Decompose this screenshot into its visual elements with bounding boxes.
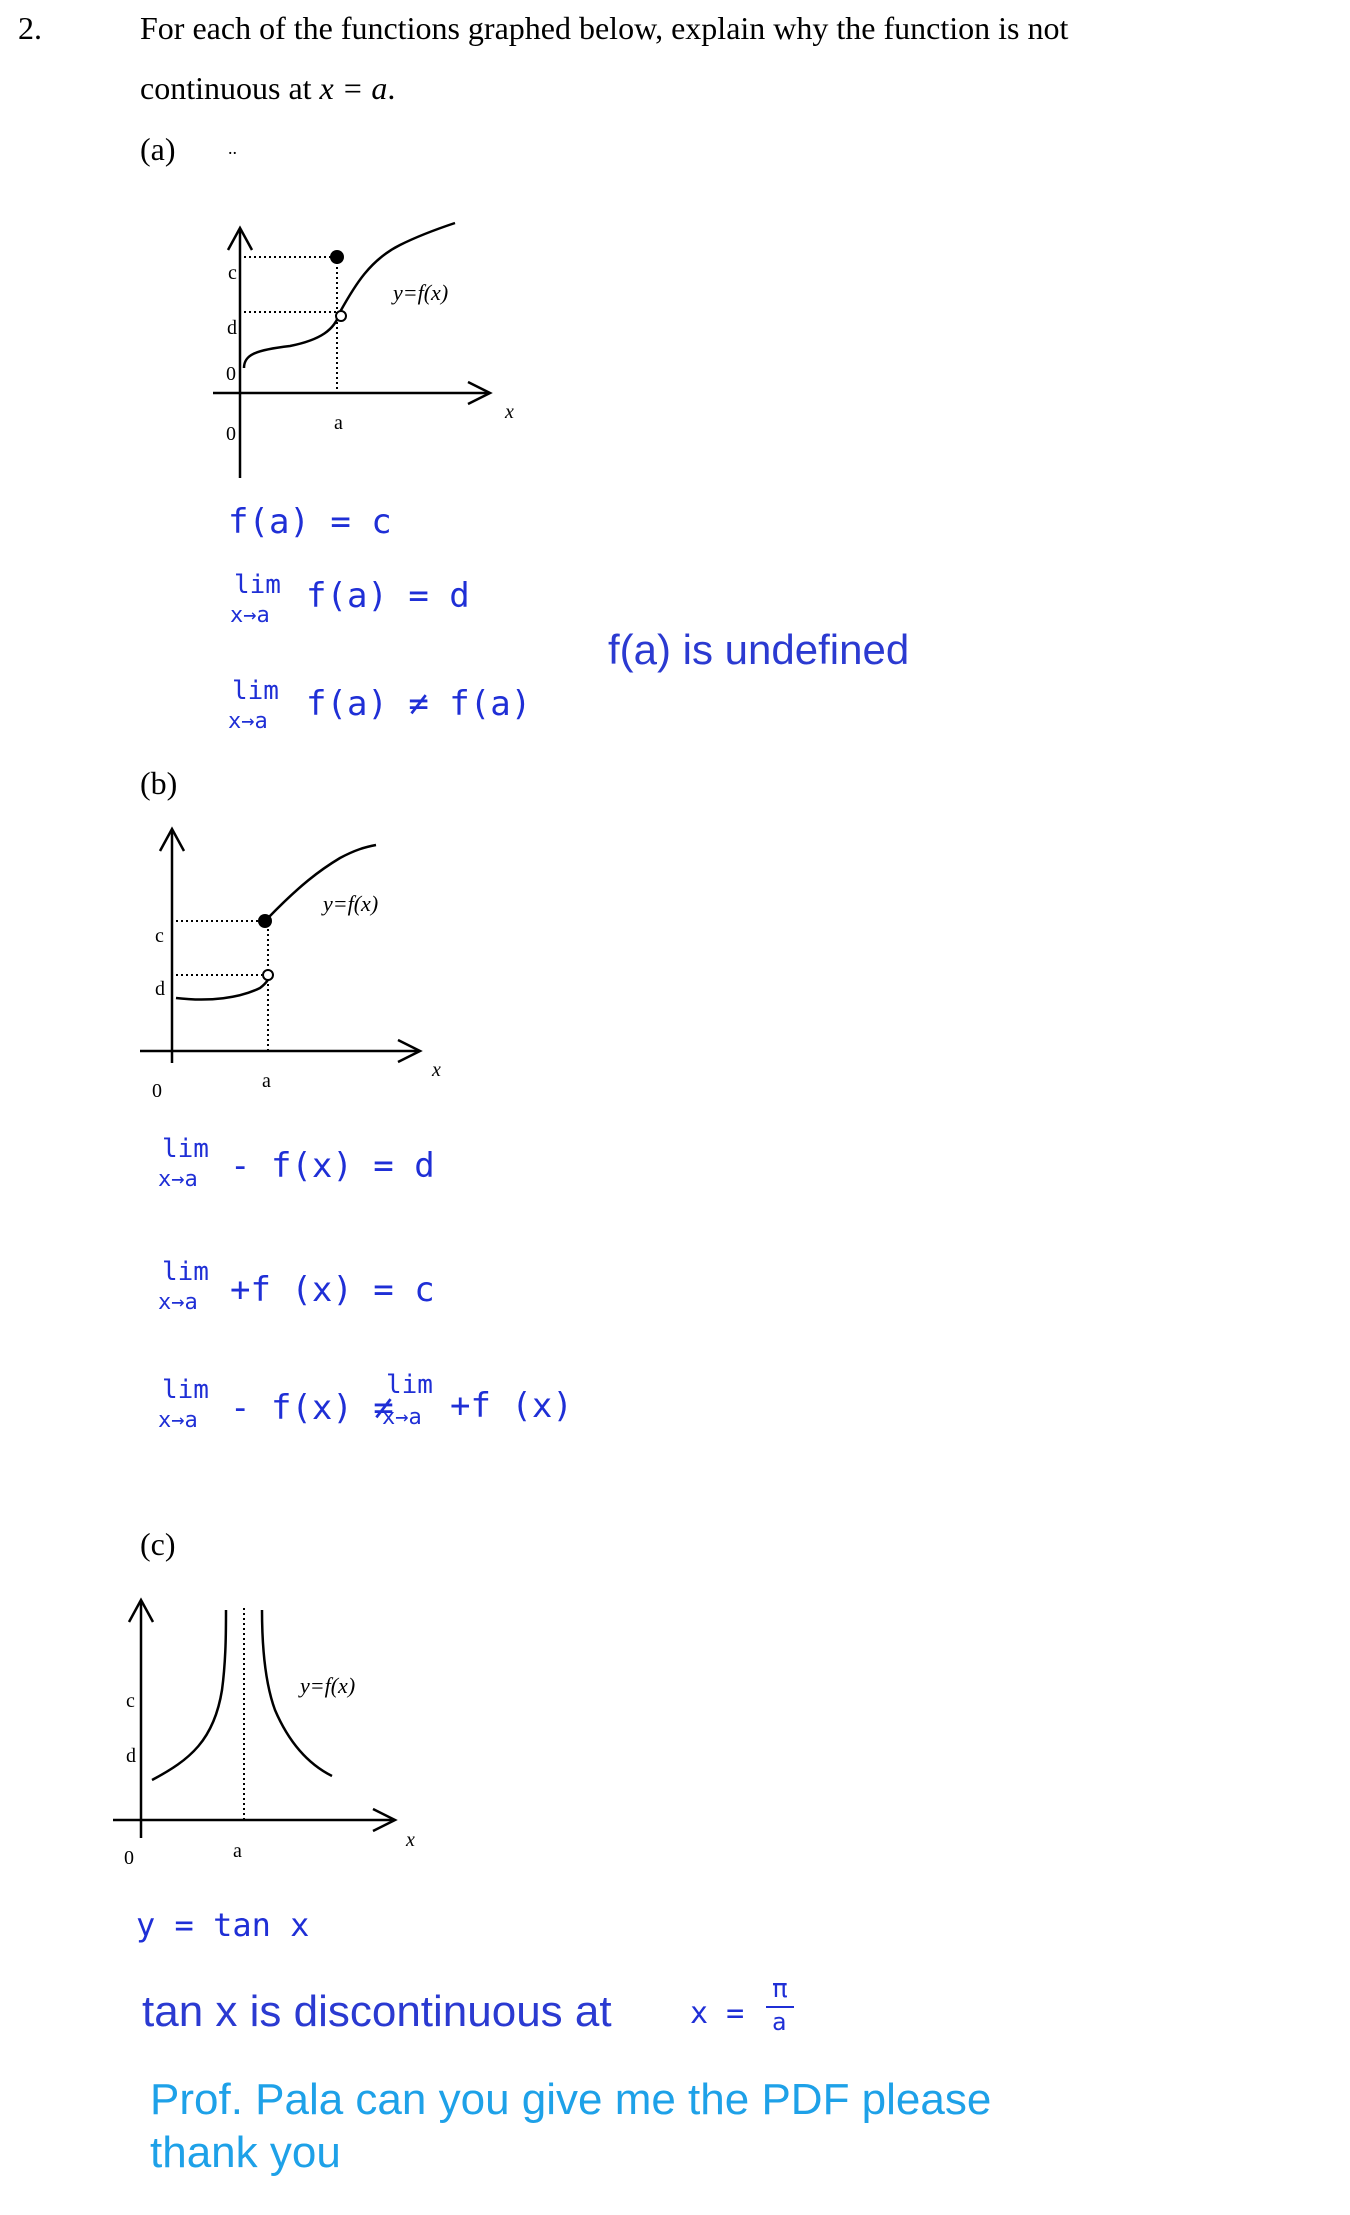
part-b-note-3-expr-right: +f (x) <box>450 1386 573 1426</box>
graph-a-d-label: d <box>227 317 237 339</box>
prompt-end: . <box>387 70 396 106</box>
graph-a-curve-label: y=f(x) <box>393 280 449 305</box>
graph-b-a-label: a <box>262 1070 271 1092</box>
part-a-note-1: f(a) = c <box>228 502 392 542</box>
problem-prompt-line1: For each of the functions graphed below, explain why the function is not <box>140 10 1069 46</box>
graph-a-c-label: c <box>228 262 237 284</box>
graph-c-curve-label: y=f(x) <box>300 1673 356 1698</box>
graph-b-curve-label: y=f(x) <box>323 891 379 916</box>
graph-c-d-label: d <box>126 1745 136 1767</box>
part-b-note-1-sub: x→a <box>158 1167 198 1192</box>
part-a-stray-mark: .. <box>228 138 237 158</box>
graph-b-x-label: x <box>432 1059 441 1081</box>
part-b-note-3-lim-left: lim <box>162 1375 209 1405</box>
graph-b-c-label: c <box>155 925 164 947</box>
part-a-note-3-expr: f(a) ≠ f(a) <box>306 684 532 724</box>
graph-a-x-label: x <box>505 401 514 423</box>
comment-line2: thank you <box>150 2128 341 2177</box>
part-c-note-1: y = tan x <box>136 1906 310 1944</box>
part-a-note-2-sub: x→a <box>230 603 270 628</box>
part-b-note-3-expr-left: - f(x) ≠ <box>230 1388 394 1428</box>
part-c-label: (c) <box>140 1526 176 1562</box>
comment-line1: Prof. Pala can you give me the PDF please <box>150 2075 992 2124</box>
part-b-note-2-lim: lim <box>162 1257 209 1287</box>
graph-c-curve-left <box>152 1610 226 1780</box>
part-a-note-2-expr: f(a) = d <box>306 576 470 616</box>
graph-c-x-label: x <box>406 1829 415 1851</box>
problem-number: 2. <box>18 10 42 46</box>
part-a-label: (a) <box>140 131 176 167</box>
part-c-typed-note: tan x is discontinuous at <box>142 1987 612 2036</box>
part-b-note-2-expr: +f (x) = c <box>230 1270 435 1310</box>
part-a-typed-note: f(a) is undefined <box>608 626 910 673</box>
part-b-note-3-lim-right: lim <box>386 1370 433 1400</box>
part-b-note-1-expr: - f(x) = d <box>230 1146 435 1186</box>
graph-b-origin-label: 0 <box>152 1080 162 1102</box>
graph-c-origin-label: 0 <box>124 1847 134 1869</box>
part-a-note-3-sub: x→a <box>228 709 268 734</box>
part-a-note-2-lim: lim <box>234 570 281 600</box>
graph-a-a-label: a <box>334 412 343 434</box>
part-c-eq-den: a <box>772 2008 787 2036</box>
graph-c-c-label: c <box>126 1690 135 1712</box>
graph-c-a-label: a <box>233 1840 242 1862</box>
graph-b-d-label: d <box>155 978 165 1000</box>
part-b-note-1-lim: lim <box>162 1134 209 1164</box>
prompt-math: x = a <box>319 70 388 106</box>
part-b-label: (b) <box>140 765 178 801</box>
graph-a-0-label: 0 <box>226 363 236 385</box>
part-b-note-3-sub-left: x→a <box>158 1408 198 1433</box>
graph-a-origin-label: 0 <box>226 423 236 445</box>
part-b-note-3-sub-right: x→a <box>382 1405 422 1430</box>
part-a-note-3-lim: lim <box>232 676 279 706</box>
part-c-eq-lhs: x = <box>690 1996 745 2031</box>
prompt-text: continuous at <box>140 70 320 106</box>
part-b-note-2-sub: x→a <box>158 1290 198 1315</box>
part-c-eq-num: π <box>772 1974 788 2004</box>
